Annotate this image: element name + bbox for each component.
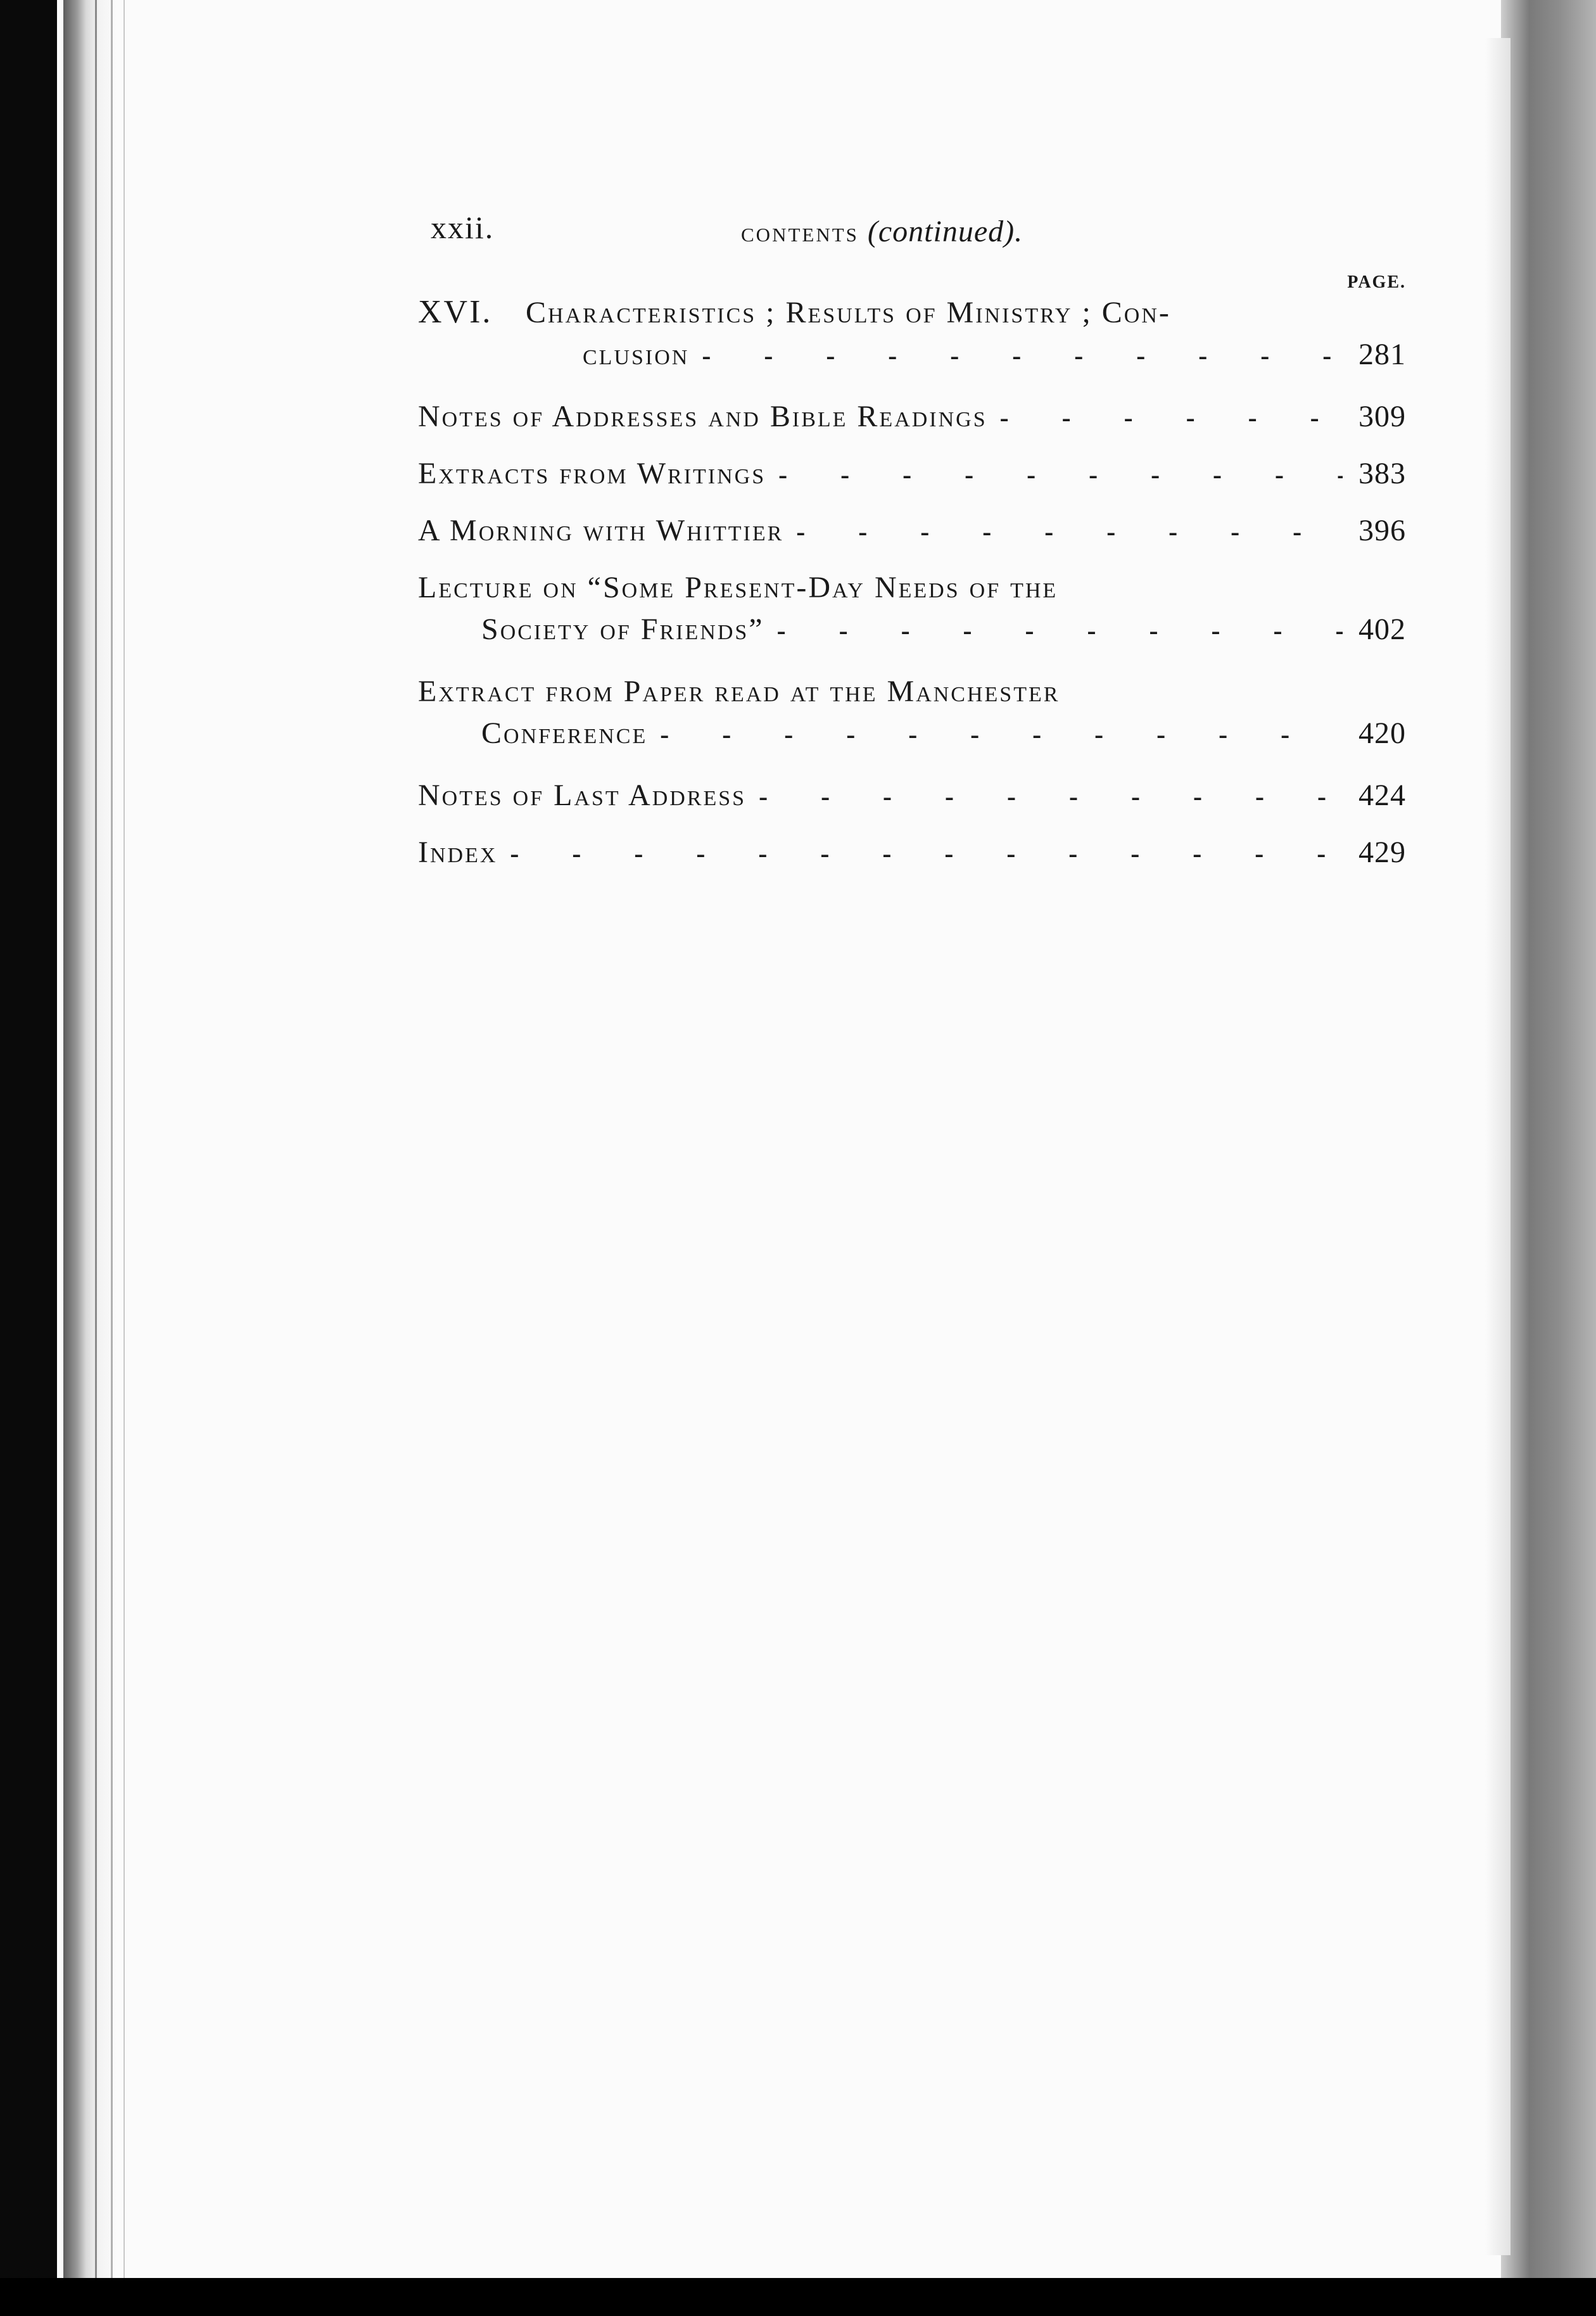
toc-entry-title: Conference <box>481 716 648 750</box>
book-binding-shadow <box>63 0 139 2281</box>
page-stack-edge <box>1501 0 1596 2316</box>
toc-entry <box>418 832 1406 875</box>
page-folio: xxii. <box>431 210 495 245</box>
toc-page-number: 309 <box>1358 400 1406 433</box>
toc-entry-title: Characteristics ; Results of Ministry ; Con- <box>526 296 1171 329</box>
chapter-number: XVI. <box>418 294 493 330</box>
table-of-contents <box>418 291 1406 875</box>
page-column-label: PAGE. <box>1347 272 1406 292</box>
scan-bottom-border <box>0 2278 1596 2316</box>
toc-entry <box>418 291 1406 377</box>
page-edge-highlight <box>1485 38 1510 2255</box>
dot-leader <box>777 609 1343 652</box>
dot-leader <box>1000 396 1343 439</box>
toc-entry <box>418 775 1406 818</box>
running-title-suffix: (continued). <box>867 215 1023 248</box>
binding-crease <box>124 0 125 2281</box>
toc-entry <box>418 510 1406 553</box>
toc-page-number: 396 <box>1358 514 1406 547</box>
dot-leader <box>759 775 1343 818</box>
toc-page-number: 424 <box>1358 779 1406 812</box>
toc-entry-title: Society of Friends” <box>481 613 764 646</box>
toc-entry-title: Index <box>418 836 498 869</box>
dot-leader <box>796 510 1343 553</box>
binding-crease <box>95 0 97 2281</box>
toc-entry-title: Notes of Last Address <box>418 779 747 812</box>
toc-entry-title: Extracts from Writings <box>418 457 766 490</box>
toc-entry-title: Notes of Addresses and Bible Readings <box>418 400 987 433</box>
binding-crease <box>111 0 113 2281</box>
dot-leader <box>778 453 1343 496</box>
toc-entry <box>418 671 1406 756</box>
running-title-text: contents <box>741 217 859 248</box>
toc-page-number: 383 <box>1358 457 1406 490</box>
toc-entry-title: Lecture on “Some Present-Day Needs of the <box>418 571 1058 604</box>
running-title <box>741 214 1023 249</box>
toc-entry-title: clusion <box>583 338 690 371</box>
toc-entry <box>418 453 1406 496</box>
toc-page-number: 281 <box>1358 338 1406 371</box>
toc-entry <box>418 396 1406 439</box>
toc-entry-title: A Morning with Whittier <box>418 514 784 547</box>
toc-page-number: 402 <box>1358 613 1406 646</box>
toc-page-number: 429 <box>1358 836 1406 869</box>
toc-entry <box>418 567 1406 652</box>
dot-leader <box>702 334 1343 377</box>
toc-page-number: 420 <box>1358 716 1406 750</box>
page-header <box>418 209 1406 260</box>
toc-entry-title: Extract from Paper read at the Manchester <box>418 675 1060 708</box>
contents-page <box>418 209 1406 869</box>
dot-leader <box>660 713 1343 756</box>
dot-leader <box>510 832 1343 875</box>
